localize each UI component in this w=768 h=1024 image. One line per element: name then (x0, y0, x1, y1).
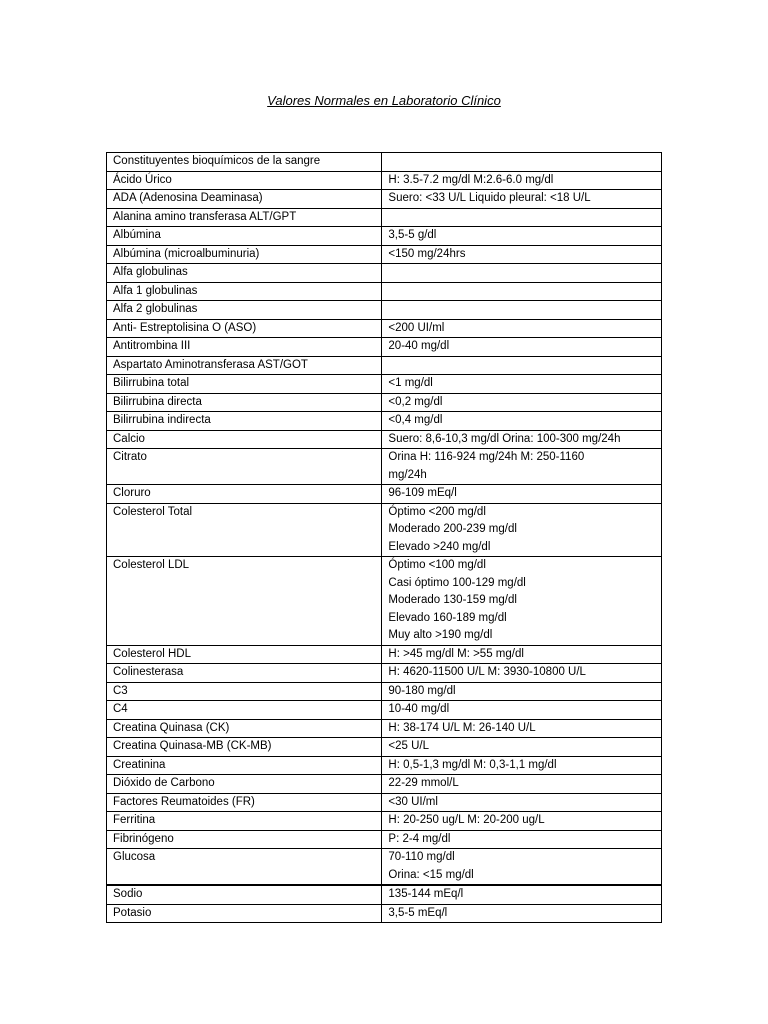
table-row (107, 719, 662, 738)
constituent-name-cell: Creatinina (107, 756, 382, 775)
table-row (107, 393, 662, 412)
constituent-name-cell: Colinesterasa (107, 664, 382, 683)
normal-value-cell: 3,5-5 g/dl (382, 227, 662, 246)
constituent-name-cell: Factores Reumatoides (FR) (107, 793, 382, 812)
constituent-name-cell: Sodio (107, 886, 382, 905)
table-row (107, 904, 662, 923)
constituent-name-cell: ADA (Adenosina Deaminasa) (107, 190, 382, 209)
normal-value-cell: H: 20-250 ug/L M: 20-200 ug/L (382, 812, 662, 831)
constituent-name-cell: Creatina Quinasa-MB (CK-MB) (107, 738, 382, 757)
table-row (107, 190, 662, 209)
constituent-name-cell: Glucosa (107, 849, 382, 885)
constituent-name-cell: Antitrombina III (107, 338, 382, 357)
normal-value-cell: 20-40 mg/dl (382, 338, 662, 357)
normal-value-cell (382, 264, 662, 283)
constituent-name-cell: Creatina Quinasa (CK) (107, 719, 382, 738)
normal-value-cell: <30 UI/ml (382, 793, 662, 812)
normal-value-cell (382, 301, 662, 320)
table-row (107, 485, 662, 504)
constituent-name-cell: Bilirrubina directa (107, 393, 382, 412)
normal-value-cell: P: 2-4 mg/dl (382, 830, 662, 849)
table-header-name-cell: Constituyentes bioquímicos de la sangre (107, 153, 382, 172)
constituent-name-cell: Bilirrubina indirecta (107, 412, 382, 431)
table-row (107, 208, 662, 227)
normal-value-cell: H: 38-174 U/L M: 26-140 U/L (382, 719, 662, 738)
constituent-name-cell: Citrato (107, 449, 382, 485)
normal-value-cell: <25 U/L (382, 738, 662, 757)
normal-value-cell: Suero: <33 U/L Liquido pleural: <18 U/L (382, 190, 662, 209)
normal-value-cell (382, 208, 662, 227)
normal-value-cell: Óptimo <200 mg/dl Moderado 200-239 mg/dl Elevado >240 mg/dl (382, 503, 662, 557)
constituent-name-cell: Colesterol HDL (107, 645, 382, 664)
normal-value-cell (382, 282, 662, 301)
normal-value-cell: H: 3.5-7.2 mg/dl M:2.6-6.0 mg/dl (382, 171, 662, 190)
table-row (107, 849, 662, 885)
table-row (107, 356, 662, 375)
constituent-name-cell: Dióxido de Carbono (107, 775, 382, 794)
normal-value-cell: H: 4620-11500 U/L M: 3930-10800 U/L (382, 664, 662, 683)
constituent-name-cell: Calcio (107, 430, 382, 449)
table-row (107, 264, 662, 283)
table-row (107, 557, 662, 646)
constituent-name-cell: C4 (107, 701, 382, 720)
table-row (107, 503, 662, 557)
constituent-name-cell: Anti- Estreptolisina O (ASO) (107, 319, 382, 338)
constituent-name-cell: Alfa 2 globulinas (107, 301, 382, 320)
constituent-name-cell: Fibrinógeno (107, 830, 382, 849)
constituent-name-cell: Alfa globulinas (107, 264, 382, 283)
normal-value-cell: 90-180 mg/dl (382, 682, 662, 701)
table-row (107, 738, 662, 757)
table-row (107, 682, 662, 701)
normal-value-cell: Óptimo <100 mg/dl Casi óptimo 100-129 mg/dl Moderado 130-159 mg/dl Elevado 160-189 mg/dl Muy alto >190 mg/dl (382, 557, 662, 646)
table-row (107, 701, 662, 720)
normal-value-cell: 22-29 mmol/L (382, 775, 662, 794)
table-row (107, 338, 662, 357)
constituent-name-cell: Colesterol Total (107, 503, 382, 557)
constituent-name-cell: Ferritina (107, 812, 382, 831)
table-row (107, 756, 662, 775)
normal-value-cell: Orina H: 116-924 mg/24h M: 250-1160 mg/24h (382, 449, 662, 485)
normal-value-cell: <150 mg/24hrs (382, 245, 662, 264)
table-row (107, 319, 662, 338)
table-row (107, 245, 662, 264)
normal-value-cell: H: >45 mg/dl M: >55 mg/dl (382, 645, 662, 664)
table-row (107, 664, 662, 683)
constituent-name-cell: Potasio (107, 904, 382, 923)
table-row (107, 645, 662, 664)
lab-values-table (106, 152, 662, 923)
normal-value-cell (382, 356, 662, 375)
normal-value-cell: <0,4 mg/dl (382, 412, 662, 431)
table-row (107, 171, 662, 190)
constituent-name-cell: Alanina amino transferasa ALT/GPT (107, 208, 382, 227)
constituent-name-cell: Cloruro (107, 485, 382, 504)
constituent-name-cell: Bilirrubina total (107, 375, 382, 394)
table-row (107, 430, 662, 449)
normal-value-cell: H: 0,5-1,3 mg/dl M: 0,3-1,1 mg/dl (382, 756, 662, 775)
table-row (107, 775, 662, 794)
normal-value-cell: 96-109 mEq/l (382, 485, 662, 504)
normal-value-cell: <0,2 mg/dl (382, 393, 662, 412)
table-row (107, 449, 662, 485)
normal-value-cell: 3,5-5 mEq/l (382, 904, 662, 923)
normal-value-cell: <1 mg/dl (382, 375, 662, 394)
table-row (107, 412, 662, 431)
normal-value-cell: 135-144 mEq/l (382, 886, 662, 905)
constituent-name-cell: Albúmina (microalbuminuria) (107, 245, 382, 264)
table-row (107, 375, 662, 394)
table-row (107, 830, 662, 849)
table-row (107, 227, 662, 246)
page-title: Valores Normales en Laboratorio Clínico (267, 93, 501, 108)
constituent-name-cell: C3 (107, 682, 382, 701)
table-header-value-cell (382, 153, 662, 172)
lab-values-table-body (107, 153, 662, 923)
normal-value-cell: Suero: 8,6-10,3 mg/dl Orina: 100-300 mg/24h (382, 430, 662, 449)
constituent-name-cell: Aspartato Aminotransferasa AST/GOT (107, 356, 382, 375)
table-row (107, 282, 662, 301)
constituent-name-cell: Colesterol LDL (107, 557, 382, 646)
table-row (107, 301, 662, 320)
table-header-row (107, 153, 662, 172)
normal-value-cell: <200 UI/ml (382, 319, 662, 338)
constituent-name-cell: Alfa 1 globulinas (107, 282, 382, 301)
constituent-name-cell: Albúmina (107, 227, 382, 246)
constituent-name-cell: Ácido Úrico (107, 171, 382, 190)
normal-value-cell: 10-40 mg/dl (382, 701, 662, 720)
table-row (107, 812, 662, 831)
table-row (107, 886, 662, 905)
normal-value-cell: 70-110 mg/dl Orina: <15 mg/dl (382, 849, 662, 885)
table-row (107, 793, 662, 812)
